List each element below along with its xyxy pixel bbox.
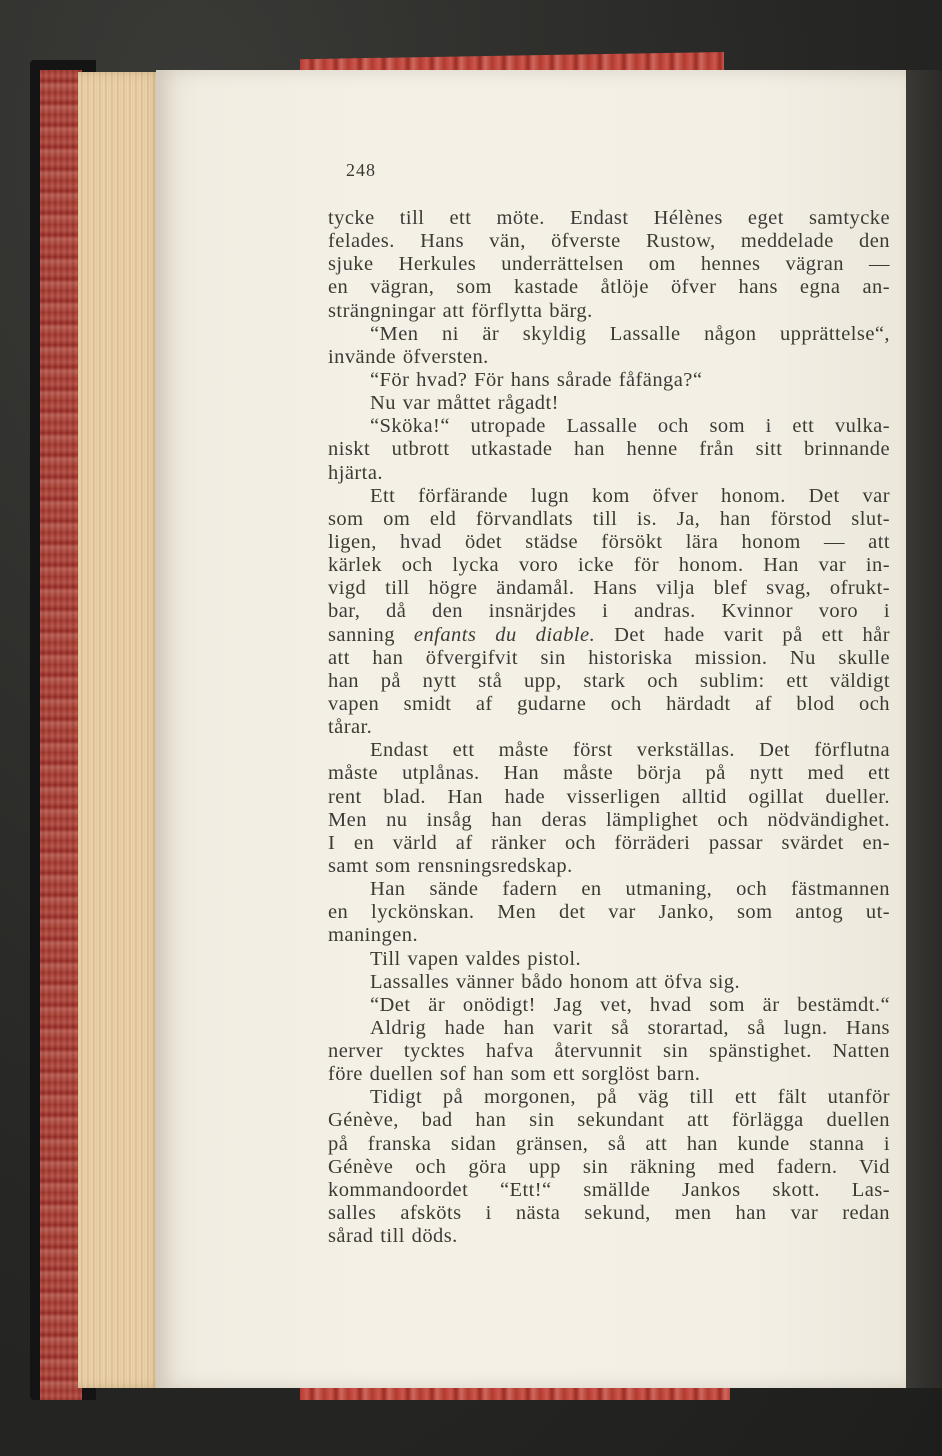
text-line: sjuke Herkules underrättelsen om hennes vägran — [328, 253, 890, 276]
text-line: “Det är onödigt! Jag vet, hvad som är bestämdt.“ [370, 993, 890, 1016]
text-line: Aldrig hade han varit så storartad, så lugn. Hans [370, 1016, 890, 1039]
text-line: på franska sidan gränsen, så att han kunde stanna i [328, 1132, 890, 1155]
text-line: vigd till högre ändamål. Hans vilja blef svag, ofrukt- [328, 577, 890, 600]
text-line: tycke till ett möte. Endast Hélènes eget samtycke [328, 207, 890, 229]
text-line: felades. Hans vän, öfverste Rustow, meddelade den [328, 230, 890, 253]
text-line: Till vapen valdes pistol. [370, 947, 582, 970]
text-line: strängningar att förflytta bärg. [328, 299, 593, 322]
text-line: niskt utbrott utkastade han henne från sitt brinnande [328, 438, 890, 461]
text-line: Endast ett måste först verkställas. Det förflutna [370, 739, 890, 762]
page-number: 248 [346, 160, 376, 180]
text-line: I en värld af ränker och förräderi passar svärdet en- [328, 831, 890, 854]
text-line: kommandoordet “Ett!“ smällde Jankos skott. Las- [328, 1178, 890, 1201]
text-line: kärlek och lycka voro icke för honom. Han var in- [328, 554, 890, 577]
text-line: sanning enfants du diable. Det hade varit på ett hår [328, 623, 890, 646]
text-line: en lyckönskan. Men det var Janko, som antog ut- [328, 901, 890, 924]
text-line: salles afsköts i nästa sekund, men han var redan [328, 1202, 890, 1225]
italic-phrase: enfants du diable. [413, 623, 596, 646]
page-stack [78, 72, 162, 1388]
text-line: rent blad. Han hade visserligen alltid ogillat dueller. [328, 785, 890, 808]
text-line: han på nytt stå upp, stark och sublim: ett väldigt [328, 669, 890, 692]
text-line: maningen. [328, 924, 419, 947]
text-line: Nu var måttet rågadt! [370, 392, 559, 415]
body-text [328, 207, 890, 1248]
right-scan-edge [906, 70, 942, 1388]
text-line: en vägran, som kastade åtlöje öfver hans egna an- [328, 276, 890, 299]
text-line: nerver tycktes hafva återvunnit sin spänstighet. Natten [328, 1040, 890, 1063]
text-line: samt som rensningsredskap. [328, 854, 573, 877]
text-line: Ett förfärande lugn kom öfver honom. Det var [370, 484, 890, 507]
text-line: sårad till döds. [328, 1225, 458, 1248]
text-line: Han sände fadern en utmaning, och fästmannen [370, 878, 890, 901]
text-line: “Sköka!“ utropade Lassalle och som i ett vulka- [370, 415, 890, 438]
text-line: Génève och göra upp sin räkning med fadern. Vid [328, 1155, 890, 1178]
text-line: Men nu insåg han deras lämplighet och nödvändighet. [328, 808, 890, 831]
text-line: bar, då den insnärjdes i andras. Kvinnor voro i [328, 600, 890, 623]
red-page-edge-left [40, 70, 82, 1400]
text-line: måste utplånas. Han måste börja på nytt med ett [328, 762, 890, 785]
text-line: att han öfvergifvit sin historiska mission. Nu skulle [328, 646, 890, 669]
text-line: Lassalles vänner bådo honom att öfva sig. [370, 970, 741, 993]
text-line: ligen, hvad ödet städse försökt lära honom — att [328, 530, 890, 553]
text-line: Génève, bad han sin sekundant att förlägga duellen [328, 1109, 890, 1132]
text-line: “Men ni är skyldig Lassalle någon upprättelse“, [370, 322, 890, 345]
text-line: invände öfversten. [328, 345, 489, 368]
text-line: tårar. [328, 716, 373, 739]
text-line: Tidigt på morgonen, på väg till ett fält utanför [370, 1086, 890, 1109]
text-line: vapen smidt af gudarne och härdadt af blod och [328, 692, 890, 715]
text-line: hjärta. [328, 461, 383, 484]
text-line: som om eld förvandlats till is. Ja, han förstod slut- [328, 507, 890, 530]
text-line: före duellen sof han som ett sorglöst barn. [328, 1063, 701, 1086]
text-line: “För hvad? För hans sårade fåfänga?“ [370, 368, 703, 391]
